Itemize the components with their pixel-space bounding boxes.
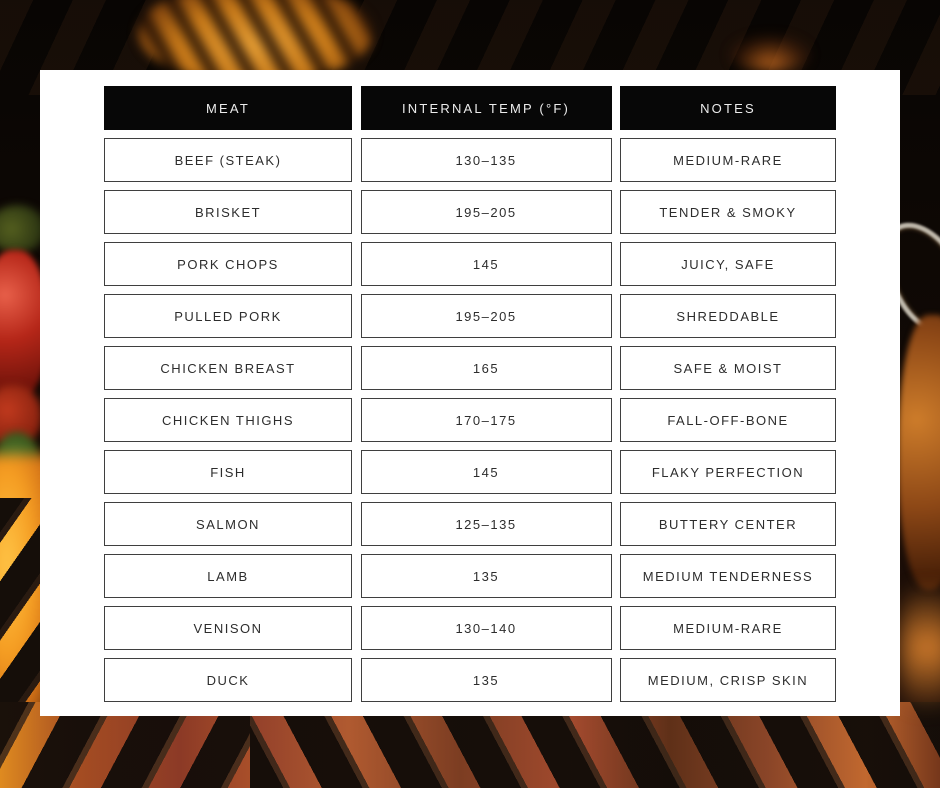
table-row [104, 606, 836, 650]
temp-cell: 135 [361, 658, 612, 702]
notes-cell: MEDIUM-RARE [620, 606, 836, 650]
notes-cell: JUICY, SAFE [620, 242, 836, 286]
meat-cell: BRISKET [104, 190, 352, 234]
table-row [104, 658, 836, 702]
table-row [104, 554, 836, 598]
meat-temp-table [104, 86, 836, 710]
table-row [104, 398, 836, 442]
table-row [104, 190, 836, 234]
flame-glow-top [730, 36, 810, 72]
temp-cell: 195–205 [361, 190, 612, 234]
notes-cell: SAFE & MOIST [620, 346, 836, 390]
temp-cell: 130–140 [361, 606, 612, 650]
temp-cell: 165 [361, 346, 612, 390]
notes-cell: TENDER & SMOKY [620, 190, 836, 234]
table-row [104, 294, 836, 338]
table-row [104, 242, 836, 286]
temp-cell: 145 [361, 450, 612, 494]
notes-cell: BUTTERY CENTER [620, 502, 836, 546]
column-header-meat: MEAT [104, 86, 352, 130]
table-row [104, 346, 836, 390]
notes-cell: MEDIUM, CRISP SKIN [620, 658, 836, 702]
temp-cell: 125–135 [361, 502, 612, 546]
column-header-notes: NOTES [620, 86, 836, 130]
meat-cell: LAMB [104, 554, 352, 598]
column-header-temp: INTERNAL TEMP (°F) [361, 86, 612, 130]
temp-cell: 145 [361, 242, 612, 286]
table-header-row [104, 86, 836, 130]
meat-cell: VENISON [104, 606, 352, 650]
temp-cell: 135 [361, 554, 612, 598]
meat-cell: FISH [104, 450, 352, 494]
notes-cell: FALL-OFF-BONE [620, 398, 836, 442]
meat-cell: PORK CHOPS [104, 242, 352, 286]
table-row [104, 502, 836, 546]
notes-cell: MEDIUM TENDERNESS [620, 554, 836, 598]
meat-cell: SALMON [104, 502, 352, 546]
meat-cell: CHICKEN BREAST [104, 346, 352, 390]
notes-cell: MEDIUM-RARE [620, 138, 836, 182]
temp-cell: 170–175 [361, 398, 612, 442]
temperature-chart-card [40, 70, 900, 716]
table-row [104, 450, 836, 494]
notes-cell: FLAKY PERFECTION [620, 450, 836, 494]
meat-cell: BEEF (STEAK) [104, 138, 352, 182]
temp-cell: 195–205 [361, 294, 612, 338]
temp-cell: 130–135 [361, 138, 612, 182]
meat-cell: PULLED PORK [104, 294, 352, 338]
table-row [104, 138, 836, 182]
meat-cell: DUCK [104, 658, 352, 702]
notes-cell: SHREDDABLE [620, 294, 836, 338]
meat-cell: CHICKEN THIGHS [104, 398, 352, 442]
